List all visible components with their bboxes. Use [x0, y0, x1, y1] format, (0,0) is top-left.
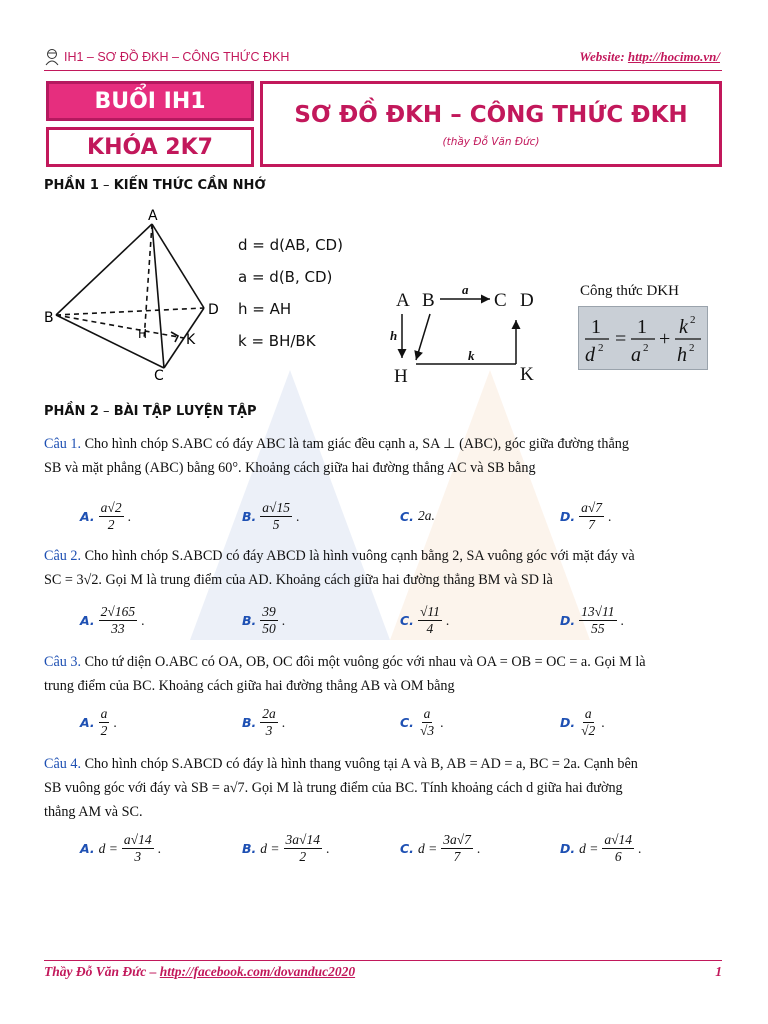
footer-divider [44, 960, 722, 961]
diag-k-label: k [468, 348, 475, 363]
website-label: Website: [579, 49, 628, 64]
svg-text:2: 2 [643, 342, 649, 354]
fig1-note-k: k = BH/BK [238, 332, 316, 350]
q3-text2: trung điểm của BC. Khoảng cách giữa hai đường thẳng AB và OM bằng [44, 678, 455, 694]
website-link[interactable]: http://hocimo.vn/ [627, 49, 720, 64]
fig1-label-h: H [138, 327, 148, 341]
diag-b: B [422, 290, 435, 311]
q2-text1: Cho hình chóp S.ABCD có đáy ABCD là hình vuông cạnh bằng 2, SA vuông góc với mặt đáy và [84, 548, 635, 564]
svg-text:=: = [615, 328, 627, 350]
question-3 [44, 650, 724, 698]
fig1-label-a: A [148, 208, 158, 224]
diag-a-label: a [462, 282, 469, 297]
lesson-title: SƠ ĐỒ ĐKH – CÔNG THỨC ĐKH [294, 102, 688, 128]
q3-answer-b[interactable]: B. $\frac{2a}{3}$ . [242, 706, 286, 738]
q1-text2: SB và mặt phẳng (ABC) bằng 60°. Khoảng cách giữa hai đường thẳng AC và SB bằng [44, 460, 536, 476]
svg-text:k: k [679, 316, 688, 338]
fig1-label-b: B [44, 310, 54, 326]
q2-text2: SC = 3√2. Gọi M là trung điểm của AD. Khoảng cách giữa hai đường thẳng BM và SD là [44, 572, 553, 588]
question-1 [44, 432, 724, 480]
watermark-logo-icon [170, 330, 600, 660]
q4-text2: SB vuông góc với đáy và SB = a√7. Gọi M là trung điểm của BC. Tính khoảng cách d giữa hai đường [44, 780, 623, 796]
part1-heading [44, 178, 266, 193]
fig1-label-d: D [208, 302, 219, 318]
lesson-author: (thầy Đỗ Văn Đức) [442, 136, 540, 148]
fig1-note-d: d = d(AB, CD) [238, 236, 343, 254]
part1-title: KIẾN THỨC CẦN NHỚ [113, 178, 266, 193]
q4-text3: thẳng AM và SC. [44, 804, 143, 820]
footer-author: Thầy Đỗ Văn Đức – [44, 964, 160, 979]
part2-name: PHẦN 2 [44, 404, 99, 419]
diag-h-label: h [390, 328, 398, 343]
q2-answer-b[interactable]: B. $\frac{39}{50}$ . [242, 604, 286, 636]
q3-answer-a[interactable]: A. $\frac{a}{2}$ . [80, 706, 117, 738]
q3-answer-c[interactable]: C. $\frac{a}{√3}$ . [400, 706, 444, 738]
diag-c: C [494, 290, 507, 311]
svg-text:a: a [631, 344, 641, 366]
header-title [44, 48, 289, 66]
question-4 [44, 752, 724, 824]
svg-text:h: h [677, 344, 687, 366]
q2-label: Câu 2. [44, 548, 82, 564]
svg-text:2: 2 [598, 342, 604, 354]
header-website [579, 49, 720, 65]
part2-title: BÀI TẬP LUYỆN TẬP [113, 404, 257, 419]
question-2 [44, 544, 724, 592]
q4-label: Câu 4. [44, 756, 82, 772]
svg-text:d: d [585, 344, 595, 366]
fig1-note-a: a = d(B, CD) [238, 268, 333, 286]
svg-text:1: 1 [591, 316, 601, 338]
title-box [260, 81, 722, 167]
course-badge: KHÓA 2K7 [46, 127, 254, 167]
q1-answer-a[interactable]: A. $\frac{a√2}{2}$ . [80, 500, 131, 532]
q4-answer-c[interactable]: C. d = $\frac{3a√7}{7}$ . [400, 832, 481, 864]
diag-k: K [520, 364, 534, 385]
q4-answer-b[interactable]: B. d = $\frac{3a√14}{2}$ . [242, 832, 330, 864]
q2-answer-c[interactable]: C. $\frac{√11}{4}$ . [400, 604, 450, 636]
q2-answer-d[interactable]: D. $\frac{13√11}{55}$ . [560, 604, 624, 636]
title-banner [46, 81, 722, 171]
q3-label: Câu 3. [44, 654, 82, 670]
svg-text:2: 2 [690, 314, 696, 326]
q4-answer-d[interactable]: D. d = $\frac{a√14}{6}$ . [560, 832, 642, 864]
part2-dash: – [98, 404, 114, 419]
q3-answer-d[interactable]: D. $\frac{a}{√2}$ . [560, 706, 605, 738]
header-divider [44, 70, 722, 71]
q1-label: Câu 1. [44, 436, 82, 452]
teacher-avatar-icon [44, 48, 60, 66]
q2-answer-a[interactable]: A. $\frac{2√165}{33}$ . [80, 604, 145, 636]
svg-text:1: 1 [637, 316, 647, 338]
diag-h: H [394, 366, 408, 387]
fig1-label-c: C [154, 368, 164, 380]
part1-dash: – [98, 178, 114, 193]
svg-text:2: 2 [689, 342, 695, 354]
svg-text:+: + [659, 328, 671, 350]
fig1-note-h: h = AH [238, 300, 292, 318]
q1-text1: Cho hình chóp S.ABC có đáy ABC là tam giác đều cạnh a, SA ⊥ (ABC), góc giữa đường thẳng [84, 436, 629, 452]
q1-answer-d[interactable]: D. $\frac{a√7}{7}$ . [560, 500, 612, 532]
formula-caption: Công thức DKH [580, 283, 679, 299]
footer-facebook-link[interactable]: http://facebook.com/dovanduc2020 [159, 964, 356, 979]
q3-text1: Cho tứ diện O.ABC có OA, OB, OC đôi một vuông góc với nhau và OA = OB = OC = a. Gọi M là [84, 654, 646, 670]
part1-name: PHẦN 1 [44, 178, 99, 193]
header-left-text: IH1 – SƠ ĐỒ ĐKH – CÔNG THỨC ĐKH [64, 50, 290, 64]
part2-heading [44, 404, 257, 419]
q4-text1: Cho hình chóp S.ABCD có đáy là hình thang vuông tại A và B, AB = AD = a, BC = 2a. Cạnh bên [84, 756, 638, 772]
q4-answer-a[interactable]: A. d = $\frac{a√14}{3}$ . [80, 832, 161, 864]
diag-a: A [396, 290, 410, 311]
session-badge: BUỔI IH1 [46, 81, 254, 121]
diag-d: D [520, 290, 534, 311]
page-number: 1 [715, 964, 722, 979]
q1-answer-b[interactable]: B. $\frac{a√15}{5}$ . [242, 500, 300, 532]
fig1-label-k: K [186, 332, 196, 348]
footer [44, 964, 722, 980]
q1-answer-c[interactable]: C. 2a. [400, 508, 435, 524]
